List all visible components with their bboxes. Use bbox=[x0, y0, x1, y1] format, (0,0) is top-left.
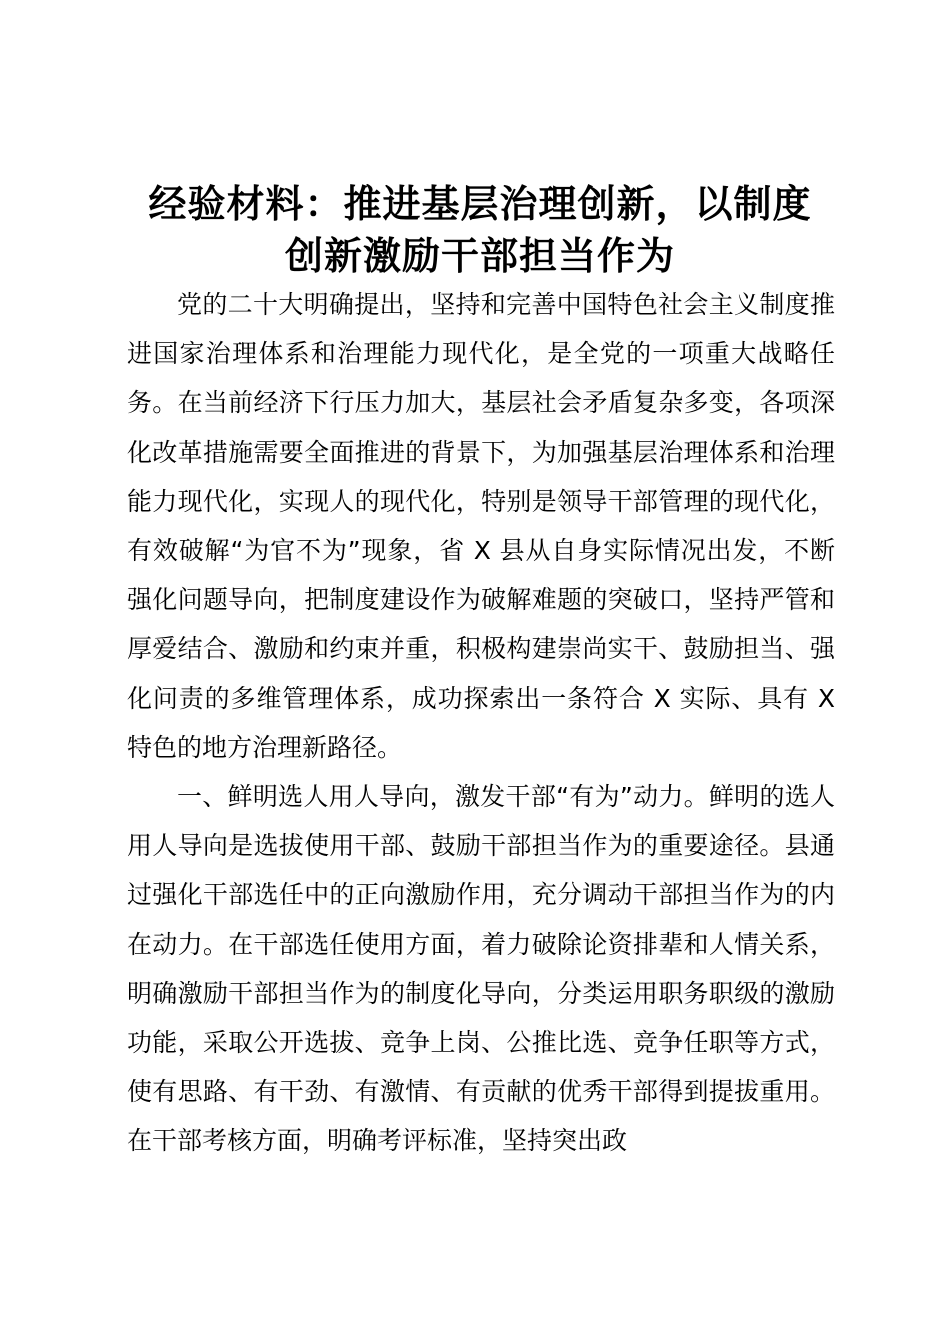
paragraph-intro: 党的二十大明确提出，坚持和完善中国特色社会主义制度推进国家治理体系和治理能力现代化，是全党的一项重大战略任务。在当前经济下行压力加大，基层社会矛盾复杂多变，各项深化改革措施需要全面推进的背景下，为加强基层治理体系和治理能力现代化，实现人的现代化，特别是领导干部管理的现代化，有效破解“为官不为”现象，省 X 县从自身实际情况出发，不断强化问题导向，把制度建设作为破解难题的突破口，坚持严管和厚爱结合、激励和约束并重，积极构建崇尚实干、鼓励担当、强化问责的多维管理体系，成功探索出一条符合 X 实际、具有 X 特色的地方治理新路径。 bbox=[127, 290, 835, 762]
document-body bbox=[127, 280, 835, 1166]
paragraph-section-1: 一、鲜明选人用人导向，激发干部“有为”动力。鲜明的选人用人导向是选拔使用干部、鼓励干部担当作为的重要途径。县通过强化干部选任中的正向激励作用，充分调动干部担当作为的内在动力。在干部选任使用方面，着力破除论资排辈和人情关系，明确激励干部担当作为的制度化导向，分类运用职务职级的激励功能，采取公开选拔、竞争上岗、公推比选、竞争任职等方式，使有思路、有干劲、有激情、有贡献的优秀干部得到提拔重用。在干部考核方面，明确考评标准，坚持突出政 bbox=[127, 782, 835, 1156]
title-line-2: 创新激励干部担当作为 bbox=[284, 233, 675, 278]
document-title bbox=[100, 178, 860, 282]
title-line-1: 经验材料：推进基层治理创新，以制度 bbox=[148, 181, 812, 226]
